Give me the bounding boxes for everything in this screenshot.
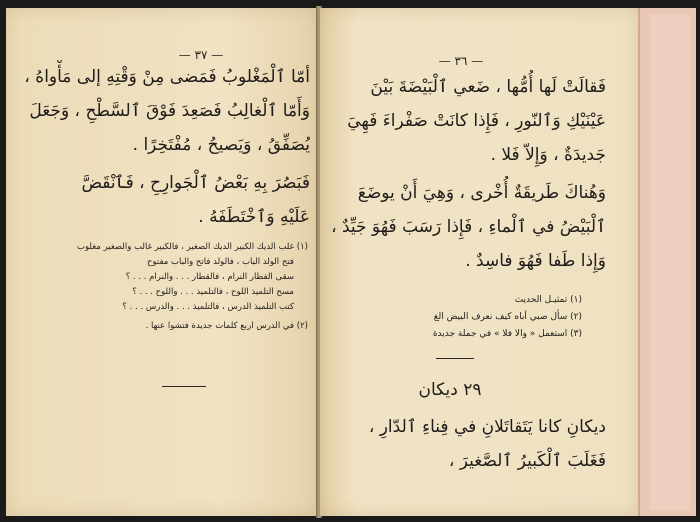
right-page-number: — ٣٦ — — [438, 54, 484, 68]
text-line: جَديدَةٌ ، وَإِلاّ فَلا . — [490, 145, 606, 165]
left-footnotes — [16, 240, 308, 334]
section-divider — [436, 358, 474, 359]
footnote: مسح التلميذ اللوح ، فالتلميذ . . . واللوح . . . ؟ — [132, 287, 294, 297]
right-footnotes — [330, 292, 582, 343]
text-line: وَإِذا طَفا فَهُوَ فاسِدٌ . — [465, 251, 606, 271]
section-divider — [162, 386, 206, 387]
left-page-number: — ٣٧ — — [178, 48, 224, 62]
text-line: فَغَلَبَ ٱلْكَبيرُ ٱلصَّغيرَ ، — [448, 451, 606, 471]
left-main-text — [14, 60, 310, 234]
text-line: ٱلْبَيْضُ في ٱلْماءِ ، فَإِذا رَسَبَ فَهُوَ جَيِّدٌ ، — [331, 217, 606, 237]
lesson-text — [330, 410, 606, 478]
text-line: يُصَفِّقُ ، وَيَصيحُ ، مُفْتَخِرًا . — [132, 135, 310, 155]
text-line: وَأَمّا ٱلْغالِبُ فَصَعِدَ فَوْقَ ٱلسَّطْحِ ، وَجَعَلَ — [29, 101, 310, 121]
footnote: كتب التلميذ الدرس ، فالتلميذ . . . والدرس . . . ؟ — [122, 302, 294, 312]
text-line: ديكانِ كانا يَتَقاتَلانِ في فِناءِ ٱلدّارِ ، — [368, 417, 606, 437]
text-line: عَلَيْهِ وَٱخْتَطَفَهُ . — [198, 207, 310, 227]
left-page — [6, 8, 318, 516]
right-main-text — [330, 70, 606, 278]
footnote: (٢) في الدرس اربع كلمات جديدة فتشوا عنها . — [145, 321, 308, 331]
text-line: وَهُناكَ طَريقَةٌ أُخْرى ، وَهِيَ أَنْ يوضَعَ — [357, 183, 606, 203]
footnote: (١) غلب الديك الكبير الديك الصغير ، فالكبير غالب والصغير مغلوب — [77, 242, 308, 252]
footnote: فتح الولد الباب ، فالولد فاتح والباب مفتوح — [147, 257, 294, 267]
right-page — [320, 8, 638, 516]
text-line: فَبَصُرَ بِهِ بَعْضُ ٱلْجَوارِحِ ، فَٱنْقَضَّ — [81, 173, 310, 193]
text-line: أمّا ٱلْمَغْلوبُ فَمَضى مِنْ وَقْتِهِ إلى مَأْواهُ ، — [24, 67, 310, 87]
footnote: سقى الفطار النرام ، فالقطار . . . والنرام . . . ؟ — [125, 272, 294, 282]
text-line: فَقالَتْ لَها أُمُّها ، ضَعي ٱلْبَيْضَةَ بَيْنَ — [370, 77, 606, 97]
footnote: (٣) استعمل « والا فلا » في جملة جديدة — [432, 329, 582, 339]
text-line: عَيْنَيْكِ وَٱلنّورِ ، فَإِذا كانَتْ صَفْراءَ فَهِيَ — [347, 111, 606, 131]
lesson-heading: ٢٩ ديكان — [418, 380, 482, 400]
back-cover-inner — [650, 14, 690, 510]
footnote: (٢) سأل صبي أباه كيف نعرف البيض الغ — [433, 312, 582, 322]
footnote: (١) تمثيـل الحديث — [514, 295, 582, 305]
